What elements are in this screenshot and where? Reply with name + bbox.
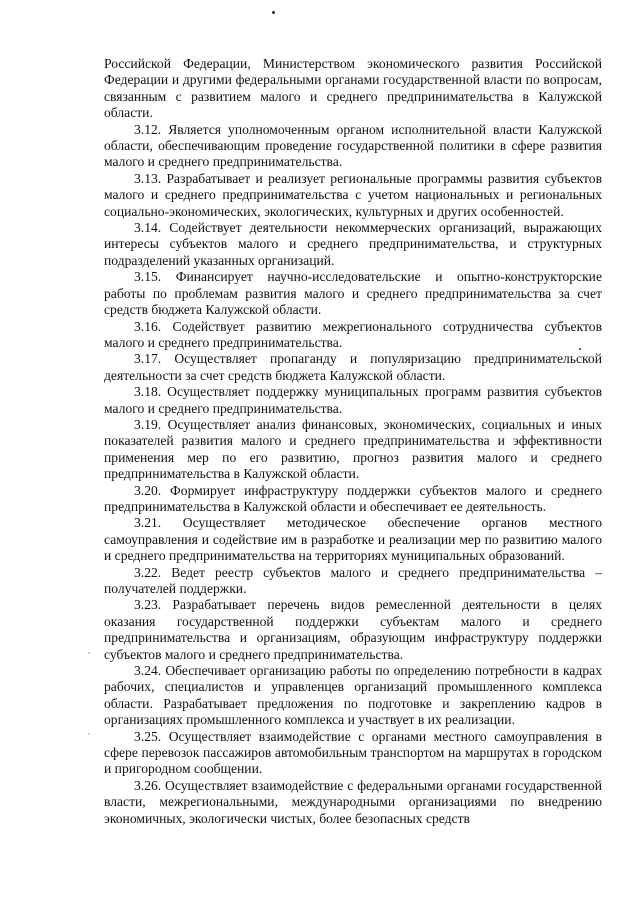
clause-number: 3.13. xyxy=(134,170,162,186)
clause-text: Содействует развитию межрегионального сотрудничества субъектов малого и среднего предпринимательства. xyxy=(104,318,602,350)
clause-text: Осуществляет взаимодействие с федеральными органами государственной власти, межрегиональными, международными организациями по внедрению экономичных, экологически чистых, более безопасных средств xyxy=(104,777,602,826)
continuation-paragraph: Российской Федерации, Министерством экономического развития Российской Федерации и другими федеральными органами государственной власти по вопросам, связанным с развитием малого и среднего предпринимательства в Калужской области. xyxy=(104,56,602,121)
clause-number: 3.16. xyxy=(134,318,162,334)
document-body xyxy=(104,56,602,827)
clause-number: 3.17. xyxy=(134,351,162,367)
clause-text: Содействует деятельности некоммерческих организаций, выражающих интересы субъектов малого и среднего предпринимательства, и структурных подразделений указанных организаций. xyxy=(104,220,602,268)
clause-text: Осуществляет анализ финансовых, экономических, социальных и иных показателей развития малого и среднего предпринимательства и эффективности применения мер по его развитию, прогноз развития малого и среднего предпринимательства в Калужской области. xyxy=(104,416,602,482)
clause-3-14 xyxy=(104,220,602,269)
clause-number: 3.18. xyxy=(134,384,162,400)
clause-number: 3.14. xyxy=(134,220,162,236)
clause-number: 3.21. xyxy=(134,515,162,531)
clause-text: Формирует инфраструктуру поддержки субъектов малого и среднего предпринимательства в Калужской области и обеспечивает ее деятельность. xyxy=(104,482,602,514)
clause-3-22 xyxy=(104,565,602,598)
clause-3-15 xyxy=(104,269,602,318)
clause-number: 3.23. xyxy=(134,597,162,613)
clause-number: 3.12. xyxy=(134,121,162,137)
scan-artifact-dot xyxy=(272,11,275,14)
clause-text: Является уполномоченным органом исполнительной власти Калужской области, обеспечивающим проведение государственной политики в сфере развития малого и среднего предпринимательства. xyxy=(104,121,602,170)
clause-number: 3.20. xyxy=(134,482,162,498)
clause-3-19 xyxy=(104,417,602,483)
clause-number: 3.24. xyxy=(134,663,162,679)
clause-text: Осуществляет пропаганду и популяризацию предпринимательской деятельности за счет средств бюджета Калужской области. xyxy=(104,351,603,383)
clause-3-18 xyxy=(104,384,602,417)
clause-3-25 xyxy=(104,729,602,778)
scan-artifact-dot xyxy=(88,652,90,654)
clause-text: Разрабатывает и реализует региональные программы развития субъектов малого и среднего предпринимательства с учетом национальных и региональных социально-экономических, экологических, культурных и других особенностей. xyxy=(104,170,602,219)
clause-3-21 xyxy=(104,515,602,564)
clause-number: 3.15. xyxy=(134,269,162,285)
clause-text: Осуществляет поддержку муниципальных программ развития субъектов малого и среднего предпринимательства. xyxy=(104,384,602,416)
clause-text: Осуществляет методическое обеспечение органов местного самоуправления и содействие им в разработке и реализации мер по развитию малого и среднего предпринимательства на территориях муниципальных образований. xyxy=(104,515,602,564)
clause-3-17 xyxy=(104,351,602,384)
clause-text: Осуществляет взаимодействие с органами местного самоуправления в сфере перевозок пассажиров автомобильным транспортом на маршрутах в городском и пригородном сообщении. xyxy=(104,728,602,777)
clause-3-24 xyxy=(104,663,602,729)
clause-3-20 xyxy=(104,483,602,516)
clause-3-23 xyxy=(104,597,602,663)
scan-artifact-dot xyxy=(88,733,90,735)
clause-3-16 xyxy=(104,319,602,352)
clause-text: Разрабатывает перечень видов ремесленной деятельности в целях оказания государственной поддержки субъектам малого и среднего предпринимательства и организациям, образующим инфраструктуру поддержки субъектов малого и среднего предпринимательства. xyxy=(104,597,602,662)
clause-text: Ведет реестр субъектов малого и среднего предпринимательства – получателей поддержки. xyxy=(104,564,602,596)
clause-3-12 xyxy=(104,122,602,171)
clause-text: Обеспечивает организацию работы по определению потребности в кадрах рабочих, специалистов и управленцев организаций промышленного комплекса области. Разрабатывает предложения по подготовке и закреплению кадров в организациях промышленного комплекса и участвует в их реализации. xyxy=(104,663,602,728)
clause-number: 3.25. xyxy=(134,728,162,744)
clause-number: 3.22. xyxy=(134,564,162,580)
clause-text: Финансирует научно-исследовательские и опытно-конструкторские работы по проблемам развития малого и среднего предпринимательства за счет средств бюджета Калужской области. xyxy=(104,269,602,318)
clause-number: 3.19. xyxy=(134,416,162,432)
clause-3-13 xyxy=(104,171,602,220)
clause-number: 3.26. xyxy=(134,777,162,793)
clause-3-26 xyxy=(104,778,602,827)
